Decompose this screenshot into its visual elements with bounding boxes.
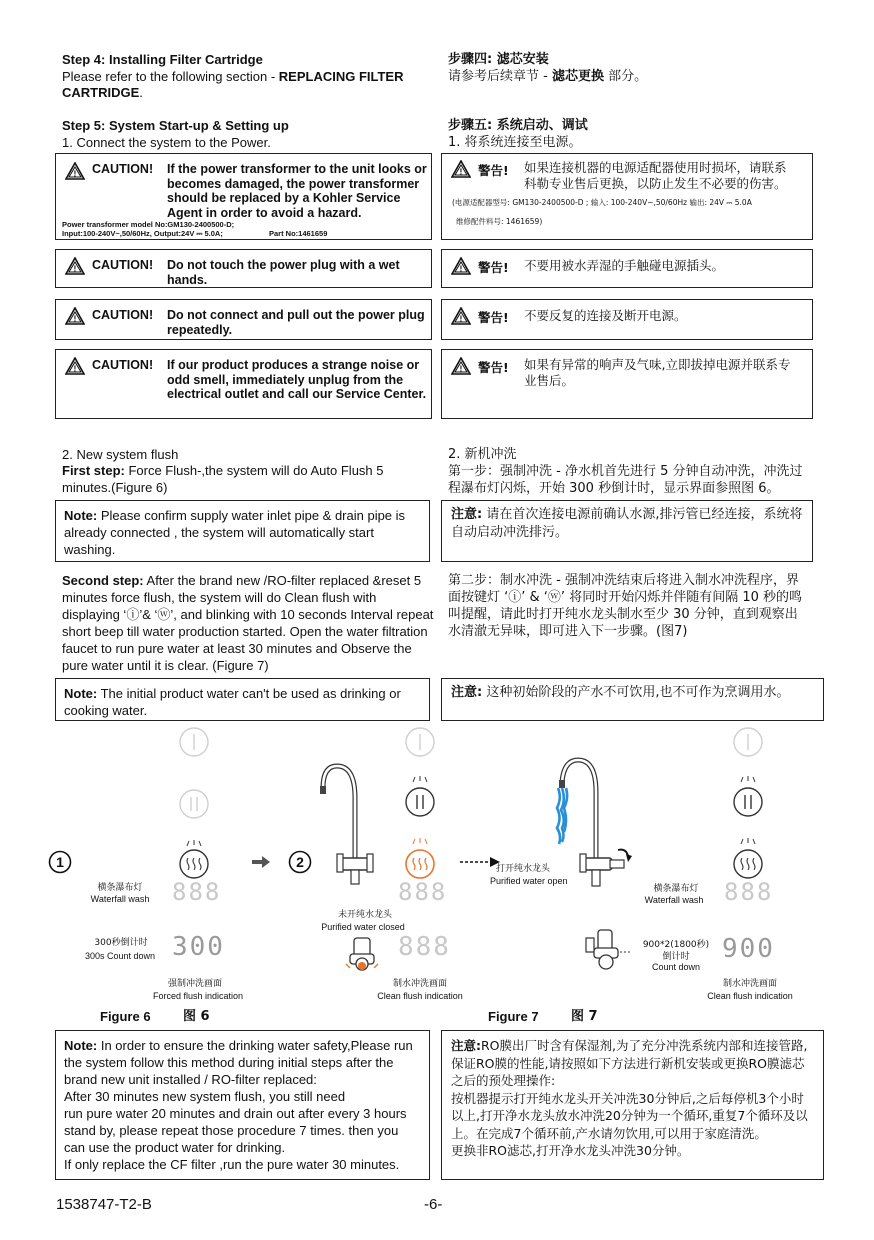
warning-icon	[451, 160, 471, 178]
waterfall-label-en-2: Waterfall wash	[644, 895, 704, 905]
caution-box-1	[55, 153, 432, 240]
svg-text:!: !	[459, 264, 463, 274]
warning-label: 警告!	[478, 163, 509, 178]
faucet-closed-illustration	[315, 758, 395, 888]
step5-item1: 1. Connect the system to the Power.	[62, 135, 271, 150]
force-label-cn: 强制冲洗画面	[167, 979, 222, 989]
waterfall-label-en: Waterfall wash	[90, 894, 150, 904]
adapter-part-cn: 维修配件料号: 1461659)	[456, 217, 543, 226]
power-icon	[404, 726, 436, 758]
step5-item1-cn: 1. 将系统连接至电源。	[448, 135, 582, 150]
warning-icon	[65, 162, 85, 180]
filter-icon	[730, 776, 766, 820]
warning-text-3: 不要反复的连接及断开电源。	[524, 308, 687, 323]
wash-icon	[176, 840, 212, 882]
warning-label: 警告!	[478, 360, 509, 375]
warning-icon	[65, 257, 85, 275]
page-number: -6-	[424, 1196, 443, 1213]
waterfall-display: 888	[172, 878, 222, 906]
note-box-2: Note: The initial product water can't be used as drinking or cooking water.	[55, 678, 430, 721]
svg-text:!: !	[73, 169, 77, 179]
dotted-arrow-icon	[460, 857, 500, 867]
note-box-2-cn: 注意: 这种初始阶段的产水不可饮用,也不可作为烹调用水。	[441, 678, 824, 721]
clean-display-1: 888	[398, 878, 448, 906]
warning-text-2: 不要用被水弄湿的手触碰电源插头。	[524, 258, 725, 273]
warning-box-2	[441, 249, 813, 288]
clean-label-cn: 制水冲洗画面	[392, 979, 447, 989]
warning-icon	[451, 357, 471, 375]
note-box-1: Note: Please confirm supply water inlet pipe & drain pipe is already connected , the system will automatically start washing.	[55, 500, 430, 562]
warning-box-3	[441, 299, 813, 340]
caution-label: CAUTION!	[92, 308, 154, 322]
open-label-en: Purified water open	[490, 876, 568, 886]
caution-text-2: Do not touch the power plug with a wet hands.	[167, 258, 400, 287]
caution-text-3: Do not connect and pull out the power plug repeatedly.	[167, 308, 425, 337]
svg-text:!: !	[73, 264, 77, 274]
count900-label-cn: 900*2(1800秒)	[642, 940, 710, 950]
closed-label-en: Purified water closed	[321, 922, 405, 932]
first-step-cn: 第一步：强制冲洗 - 净水机首先进行 5 分钟自动冲洗，冲洗过程瀑布灯闪烁，开始 300 秒倒计时，显示界面参照图 6。	[448, 464, 803, 496]
note-box-3-cn: 注意:RO膜出厂时含有保湿剂,为了充分冲洗系统内部和连接管路,保证RO膜的性能,请按照如下方法进行新机安装或更换RO膜滤芯之后的预处理操作: 按机器提示打开纯水龙头开关冲洗30分钟后,之后每停机3个小时以上,打开净水龙头放水冲洗20分钟为一个循环,重复7个循环及以上。在完成7个循环前,产水请勿饮用,可以用于家庭清洗。 更换非RO滤芯,打开净水龙头冲洗30分钟。	[441, 1030, 824, 1180]
clean-display-2: 888	[398, 932, 451, 962]
clean-label-en-2: Clean flush indication	[707, 991, 793, 1001]
first-step: First step: Force Flush-,the system will do Auto Flush 5 minutes.(Figure 6)	[62, 463, 384, 495]
figure-7-caption-cn: 图 7	[571, 1009, 598, 1024]
adapter-model-cn: (电源适配器型号: GM130-2400500-D ; 输入: 100-240V~,50/60Hz 输出: 24V ⎓ 5.0A	[452, 198, 752, 207]
waterfall-display-2: 888	[724, 878, 774, 906]
caution-text-1: If the power transformer to the unit looks or becomes damaged, the power transformer should be replaced by a Kohler Service Agent in order to avoid a hazard.	[167, 162, 427, 220]
step4-title-cn: 步骤四: 滤芯安装	[448, 52, 549, 67]
warning-box-1	[441, 153, 813, 240]
open-label-cn: 打开纯水龙头	[496, 864, 551, 874]
count900-display: 900	[722, 934, 775, 964]
step4-text-cn: 请参考后续章节 - 滤芯更换 部分。	[448, 69, 648, 84]
second-step: Second step: After the brand new /RO-filter replaced &reset 5 minutes force flush, the system will do Clean flush with displaying ‘ⓘ’& ‘ⓦ’, and blinking with 10 seconds Interval repeat short beep till water production started. Open the water filtration faucet to run pure water at least 30 minutes and Observe the pure water until it is clear. (Figure 7)	[62, 573, 434, 673]
step5-title: Step 5: System Start-up & Setting up	[62, 118, 289, 133]
step4-text: Please refer to the following section - REPLACING FILTER CARTRIDGE.	[62, 69, 404, 100]
countdown-label-cn: 300秒倒计时	[94, 938, 148, 948]
doc-number: 1538747-T2-B	[56, 1196, 152, 1213]
step4-title: Step 4: Installing Filter Cartridge	[62, 52, 263, 67]
warning-label: 警告!	[478, 260, 509, 275]
figure-7-caption: Figure 7	[488, 1009, 539, 1024]
step5-title-cn: 步骤五: 系统启动、调试	[448, 118, 588, 133]
warning-icon	[65, 357, 85, 375]
wash-icon	[402, 838, 438, 882]
warning-icon	[451, 307, 471, 325]
force-label-en: Forced flush indication	[152, 991, 244, 1001]
warning-label: 警告!	[478, 310, 509, 325]
beeping-faucet-icon	[340, 934, 384, 974]
warning-text-4: 如果有异常的响声及气味,立即拔掉电源并联系专业售后。	[524, 357, 791, 388]
step-1-number: 1	[56, 854, 64, 870]
figure-6-caption-cn: 图 6	[183, 1009, 210, 1024]
arrow-right-icon	[252, 856, 270, 868]
countdown-faucet-icon	[578, 926, 638, 972]
warning-icon	[65, 307, 85, 325]
count900-label-en: Count down	[651, 962, 701, 972]
caution-label: CAUTION!	[92, 258, 154, 272]
svg-text:!: !	[459, 364, 463, 374]
waterfall-label-cn-2: 横条瀑布灯	[653, 884, 699, 894]
countdown-display: 300	[172, 932, 225, 962]
warning-text-1: 如果连接机器的电源适配器使用时损坏，请联系科勒专业售后更换，以防止发生不必要的伤害。	[524, 160, 787, 191]
transformer-model: Power transformer model No:GM130-2400500-D;	[62, 220, 235, 229]
filter-icon	[178, 788, 210, 820]
figure-6-caption: Figure 6	[100, 1009, 151, 1024]
faucet-open-illustration	[540, 752, 640, 892]
svg-text:!: !	[73, 364, 77, 374]
second-step-cn: 第二步：制水冲洗 - 强制冲洗结束后将进入制水冲洗程序，界面按键灯 ‘ⓘ’ & ‘ⓦ’ 将同时开始闪烁并伴随有间隔 10 秒的鸣叫提醒，请此时打开纯水龙头制水至少 30 分钟，直到观察出水清澈无异味，即可进入下一步骤。(图7)	[448, 573, 803, 639]
caution-box-4	[55, 349, 432, 419]
closed-label-cn: 未开纯水龙头	[337, 910, 392, 920]
power-icon	[732, 726, 764, 758]
caution-box-3	[55, 299, 432, 340]
wash-icon	[730, 838, 766, 882]
clean-label-en: Clean flush indication	[377, 991, 463, 1001]
svg-text:!: !	[459, 167, 463, 177]
note-box-3: Note: In order to ensure the drinking water safety,Please run the system follow this method during initial steps after the brand new unit installed / RO-filter replaced: After 30 minutes new system flush, you still need run pure water 20 minutes and drain out after every 3 hours stand by, please repeat those procedure 7 times. then you can use the product water for drinking. If only replace the CF filter ,run the pure water 30 minutes.	[55, 1030, 430, 1180]
svg-text:!: !	[459, 314, 463, 324]
svg-text:!: !	[73, 314, 77, 324]
power-icon	[178, 726, 210, 758]
warning-icon	[451, 257, 471, 275]
caution-box-2	[55, 249, 432, 288]
filter-icon	[402, 776, 438, 820]
flush-title-cn: 2. 新机冲洗	[448, 447, 517, 462]
countdown-label-en: 300s Count down	[84, 951, 156, 961]
caution-text-4: If our product produces a strange noise or odd smell, immediately unplug from the electrical outlet and call our Service Center.	[167, 358, 427, 401]
count900-label-cn2: 倒计时	[662, 952, 690, 962]
step-2-number: 2	[296, 854, 304, 870]
caution-label: CAUTION!	[92, 162, 154, 176]
warning-box-4	[441, 349, 813, 419]
transformer-part: Part No:1461659	[269, 229, 328, 238]
clean-label-cn-2: 制水冲洗画面	[722, 979, 777, 989]
note-box-1-cn: 注意: 请在首次连接电源前确认水源,排污管已经连接，系统将自动启动冲洗排污。	[441, 500, 813, 562]
caution-label: CAUTION!	[92, 358, 154, 372]
waterfall-label-cn: 横条瀑布灯	[97, 883, 143, 893]
transformer-input: Input:100-240V~,50/60Hz, Output:24V ⎓ 5.0A;	[62, 229, 223, 238]
flush-title: 2. New system flush	[62, 447, 179, 462]
